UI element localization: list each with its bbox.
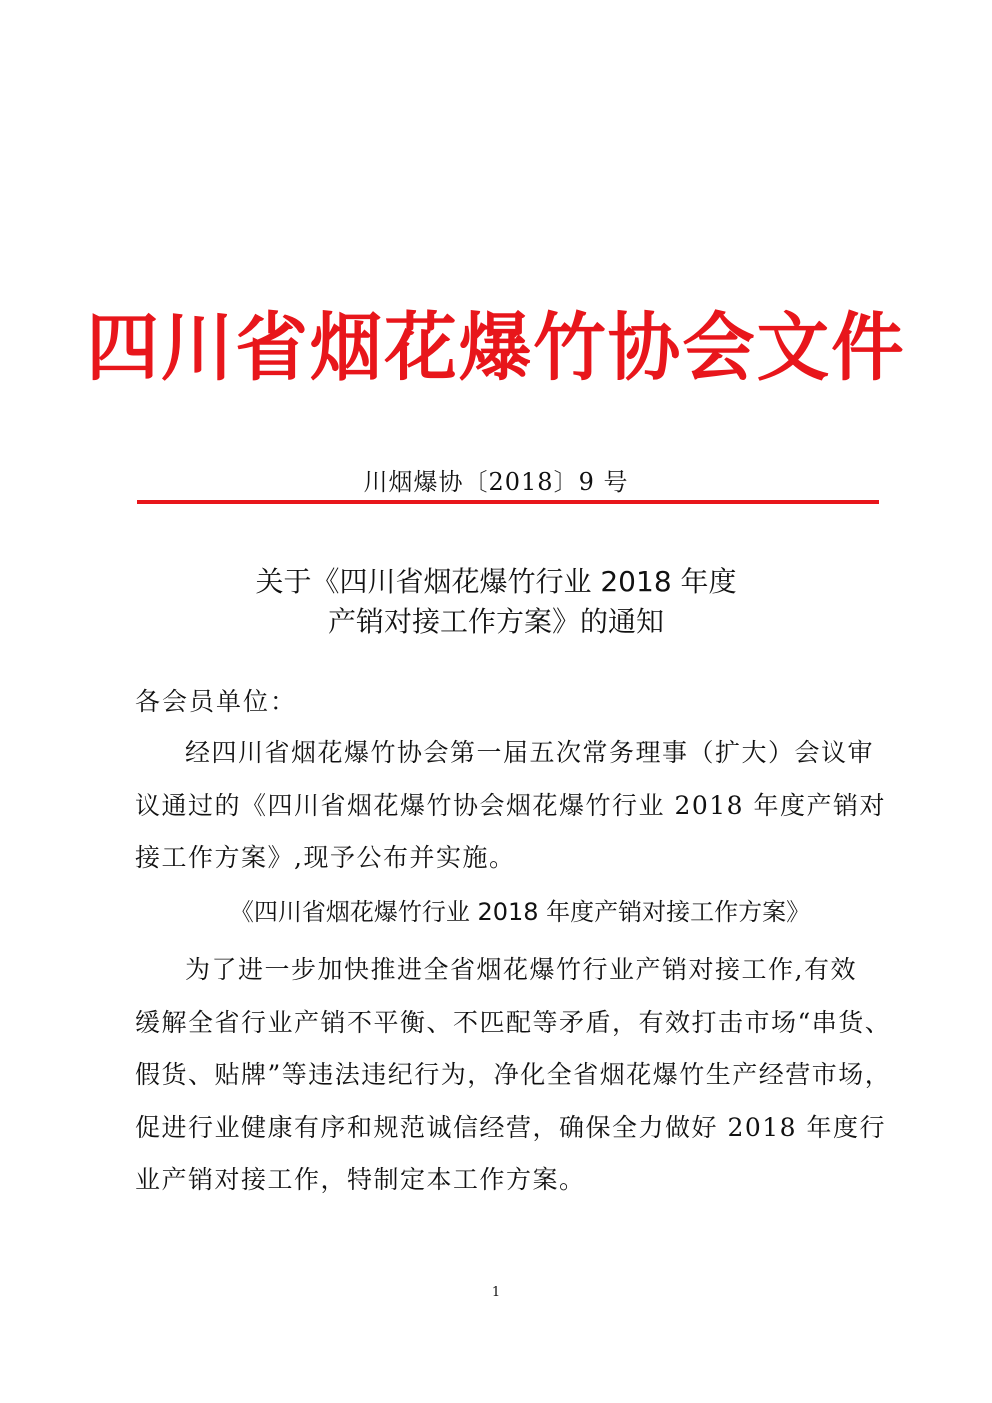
paragraph-purpose [135, 944, 892, 1207]
paragraph-line: 经四川省烟花爆竹协会第一届五次常务理事（扩大）会议审 [185, 738, 875, 767]
paragraph-line: 为了进一步加快推进全省烟花爆竹行业产销对接工作,有效 [185, 955, 857, 984]
paragraph-line: 议通过的《四川省烟花爆竹协会烟花爆竹行业 2018 年度产销对 [135, 790, 887, 820]
notice-title-line-1: 关于《四川省烟花爆竹行业 2018 年度 [255, 565, 737, 598]
paragraph-line: 业产销对接工作，特制定本工作方案。 [135, 1165, 586, 1194]
paragraph-approval [135, 727, 887, 885]
notice-title-line-2: 产销对接工作方案》的通知 [327, 605, 664, 638]
paragraph-line: 缓解全省行业产销不平衡、不匹配等矛盾，有效打击市场“串货、 [135, 1007, 892, 1037]
masthead-title: 四川省烟花爆竹协会文件 [86, 305, 906, 391]
page-number: 1 [491, 1285, 501, 1300]
document-number: 川烟爆协〔2018〕9 号 [363, 468, 629, 496]
notice-title [0, 562, 992, 642]
paragraph-line: 接工作方案》,现予公布并实施。 [135, 843, 516, 872]
paragraph-line: 假货、贴牌”等违法违纪行为，净化全省烟花爆竹生产经营市场， [135, 1060, 892, 1089]
plan-title: 《四川省烟花爆竹行业 2018 年度产销对接工作方案》 [229, 898, 811, 926]
paragraph-line: 促进行业健康有序和规范诚信经营，确保全力做好 2018 年度行 [135, 1112, 887, 1142]
salutation: 各会员单位： [135, 687, 298, 716]
red-divider-line [137, 500, 879, 504]
